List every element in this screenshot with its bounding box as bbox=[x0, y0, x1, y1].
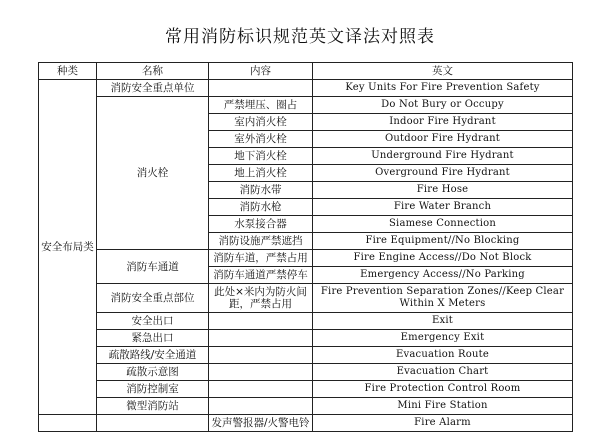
table-row bbox=[39, 313, 573, 330]
english-cell: Evacuation Chart bbox=[313, 364, 573, 381]
english-cell: Fire Alarm bbox=[313, 415, 573, 432]
name-cell: 消防车通道 bbox=[97, 250, 209, 284]
name-cell: 消防安全重点单位 bbox=[97, 80, 209, 97]
english-cell: Emergency Access//No Parking bbox=[313, 267, 573, 284]
english-cell: Emergency Exit bbox=[313, 330, 573, 347]
table-row bbox=[39, 284, 573, 313]
header-content: 内容 bbox=[209, 63, 313, 80]
english-cell: Fire Engine Access//Do Not Block bbox=[313, 250, 573, 267]
content-cell: 地上消火栓 bbox=[209, 165, 313, 182]
table-row bbox=[39, 97, 573, 114]
content-cell bbox=[209, 313, 313, 330]
content-cell: 消防水枪 bbox=[209, 199, 313, 216]
content-cell: 发声警报器/火警电铃 bbox=[209, 415, 313, 432]
category-cell-next bbox=[39, 415, 97, 432]
name-cell: 消防安全重点部位 bbox=[97, 284, 209, 313]
english-cell: Outdoor Fire Hydrant bbox=[313, 131, 573, 148]
name-cell: 安全出口 bbox=[97, 313, 209, 330]
content-cell: 水泵接合器 bbox=[209, 216, 313, 233]
content-cell bbox=[209, 364, 313, 381]
english-cell: Indoor Fire Hydrant bbox=[313, 114, 573, 131]
english-cell: Siamese Connection bbox=[313, 216, 573, 233]
english-cell: Underground Fire Hydrant bbox=[313, 148, 573, 165]
table-row bbox=[39, 398, 573, 415]
content-cell bbox=[209, 80, 313, 97]
english-cell: Fire Equipment//No Blocking bbox=[313, 233, 573, 250]
table-row bbox=[39, 330, 573, 347]
header-name: 名称 bbox=[97, 63, 209, 80]
table-row bbox=[39, 381, 573, 398]
english-cell: Key Units For Fire Prevention Safety bbox=[313, 80, 573, 97]
content-cell: 严禁埋压、圈占 bbox=[209, 97, 313, 114]
table-row bbox=[39, 364, 573, 381]
content-cell: 消防车通道严禁停车 bbox=[209, 267, 313, 284]
english-cell: Fire Prevention Separation Zones//Keep Clear Within X Meters bbox=[313, 284, 573, 313]
content-cell: 室内消火栓 bbox=[209, 114, 313, 131]
english-cell: Do Not Bury or Occupy bbox=[313, 97, 573, 114]
name-cell: 紧急出口 bbox=[97, 330, 209, 347]
content-cell: 地下消火栓 bbox=[209, 148, 313, 165]
name-cell bbox=[97, 415, 209, 432]
content-cell: 消防车道，严禁占用 bbox=[209, 250, 313, 267]
content-cell: 消防水带 bbox=[209, 182, 313, 199]
english-cell: Fire Water Branch bbox=[313, 199, 573, 216]
content-cell: 此处×米内为防火间距，严禁占用 bbox=[209, 284, 313, 313]
english-cell: Exit bbox=[313, 313, 573, 330]
name-cell: 微型消防站 bbox=[97, 398, 209, 415]
english-cell: Overground Fire Hydrant bbox=[313, 165, 573, 182]
table-row bbox=[39, 415, 573, 432]
table-row bbox=[39, 347, 573, 364]
content-cell: 室外消火栓 bbox=[209, 131, 313, 148]
content-cell bbox=[209, 381, 313, 398]
header-category: 种类 bbox=[39, 63, 97, 80]
name-cell: 消防控制室 bbox=[97, 381, 209, 398]
page-title: 常用消防标识规范英文译法对照表 bbox=[165, 27, 435, 47]
name-cell: 消火栓 bbox=[97, 97, 209, 250]
english-cell: Fire Hose bbox=[313, 182, 573, 199]
english-cell: Fire Protection Control Room bbox=[313, 381, 573, 398]
name-cell: 疏散路线/安全通道 bbox=[97, 347, 209, 364]
table-row bbox=[39, 250, 573, 267]
translation-table bbox=[38, 62, 573, 432]
english-cell: Evacuation Route bbox=[313, 347, 573, 364]
header-row bbox=[39, 63, 573, 80]
content-cell bbox=[209, 398, 313, 415]
content-cell bbox=[209, 347, 313, 364]
table-row bbox=[39, 80, 573, 97]
content-cell: 消防设施严禁遮挡 bbox=[209, 233, 313, 250]
header-english: 英文 bbox=[313, 63, 573, 80]
content-cell bbox=[209, 330, 313, 347]
name-cell: 疏散示意图 bbox=[97, 364, 209, 381]
english-cell: Mini Fire Station bbox=[313, 398, 573, 415]
category-cell: 安全布局类 bbox=[39, 80, 97, 415]
